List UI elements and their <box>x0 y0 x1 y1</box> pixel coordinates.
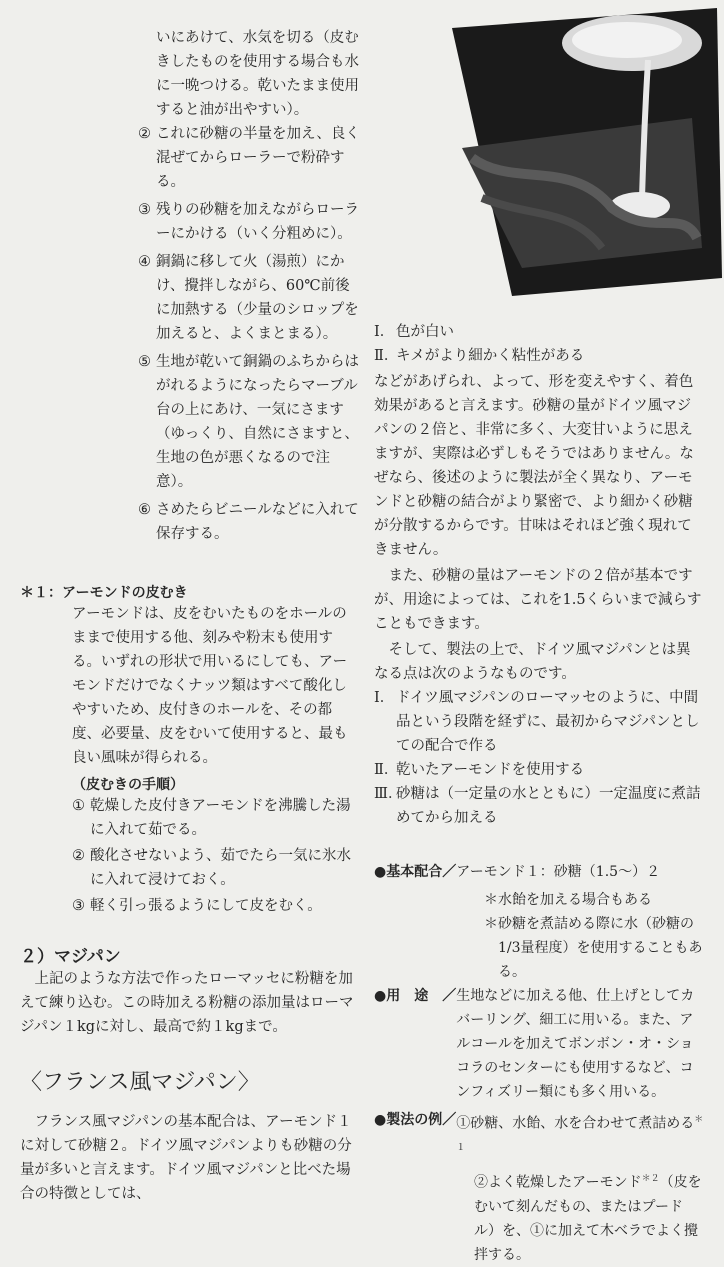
step-item <box>138 250 360 346</box>
right-paragraph-2: また、砂糖の量はアーモンドの２倍が基本ですが、用途によっては、これを1.5くらいまで減らすこともできます。 <box>374 568 702 632</box>
step-item-text: 生地が乾いて銅鍋のふちからはがれるようになったらマーブル台の上にあけ、一気にさます（ゆっくり、自然にさますと、生地の色が悪くなるので注意）。 <box>156 354 359 490</box>
difference-item <box>374 686 704 758</box>
method-label: ●製法の例／ <box>374 1112 457 1128</box>
peeling-step-item-text: 軽く引っ張るようにして皮をむく。 <box>90 898 322 914</box>
differences-list <box>374 686 704 830</box>
difference-item <box>374 782 704 830</box>
left-column <box>20 26 360 1206</box>
feature-item <box>374 344 704 368</box>
difference-item-text: ドイツ風マジパンのローマッセのように、中間品という段階を経ずに、最初からマジパンとしての配合で作る <box>396 690 700 754</box>
peeling-step-item <box>72 794 360 842</box>
right-column <box>374 320 704 1267</box>
section-marzipan-heading: ２）マジパン <box>20 947 121 967</box>
section-marzipan-body: 上記のような方法で作ったローマッセに粉糖を加えて練り込む。この時加える粉糖の添加量はローマジパン１kgに対し、最高で約１kgまで。 <box>20 971 354 1035</box>
method-row <box>374 1108 704 1163</box>
difference-item-number: Ⅰ． <box>374 690 395 706</box>
peeling-step-item <box>72 894 360 918</box>
basic-note-item-text: 砂糖を煮詰める際に水（砂糖の1/3量程度）を使用することもある。 <box>498 916 703 980</box>
step-item-number: ⑤ <box>138 354 151 370</box>
photo-pouring-syrup <box>452 8 722 296</box>
recipe-bullets <box>374 860 704 1267</box>
peeling-step-item-text: 酸化させないよう、茹でたら一気に氷水に入れて浸けておく。 <box>90 848 351 888</box>
step-item <box>138 350 360 494</box>
step-item <box>138 498 360 546</box>
peeling-step-item-number: ① <box>72 798 85 814</box>
feature-item-number: Ⅰ． <box>374 324 395 340</box>
method-step-2-post: （皮をむいて刻んだもの、またはプードル）を、①に加えて木ベラでよく攪拌する。 <box>474 1174 702 1263</box>
method-step-2 <box>374 1167 704 1267</box>
step-item-text: 銅鍋に移して火（湯煎）にかけ、攪拌しながら、60℃前後に加熱する（少量のシロップを加えると、よくまとまる）。 <box>156 254 359 342</box>
feature-item <box>374 320 704 344</box>
step-item <box>138 198 360 246</box>
basic-note-item <box>484 888 704 912</box>
usage-value: 生地などに加える他、仕上げとしてカバーリング、細工に用いる。また、アルコールを加えてボンボン・オ・ショコラのセンターにも使用するなど、コンフィズリー類にも多く用いる。 <box>456 988 695 1100</box>
step-item-number: ④ <box>138 254 151 270</box>
method-step-1-sup: ＊１ <box>456 1115 704 1153</box>
difference-item-text: 砂糖は（一定量の水とともに）一定温度に煮詰めてから加える <box>396 786 701 826</box>
feature-item-text: キメがより細かく粘性がある <box>396 348 585 364</box>
basic-ratio-value: アーモンド１：砂糖（1.5〜）２ <box>456 864 661 880</box>
french-marzipan-body: フランス風マジパンの基本配合は、アーモンド１に対して砂糖２。ドイツ風マジパンよりも砂糖の分量が多いと言えます。ドイツ風マジパンと比べた場合の特徴としては、 <box>20 1114 352 1202</box>
step-item-number: ② <box>138 126 151 142</box>
step-item <box>138 122 360 194</box>
feature-item-number: Ⅱ． <box>374 348 399 364</box>
step-item-text: これに砂糖の半量を加え、良く混ぜてからローラーで粉砕する。 <box>156 126 360 190</box>
peeling-step-item <box>72 844 360 892</box>
step-item-number: ⑥ <box>138 502 151 518</box>
previous-step-text: いにあけて、水気を切る（皮むきしたものを使用する場合も水に一晩つける。乾いたまま使用すると油が出やすい）。 <box>156 30 359 118</box>
peeling-step-item-number: ③ <box>72 898 85 914</box>
usage-label: ●用 途 ／ <box>374 988 457 1004</box>
difference-item <box>374 758 704 782</box>
right-paragraph-1: などがあげられ、よって、形を変えやすく、着色効果があると言えます。砂糖の量がドイツ風マジパンの２倍と、非常に多く、大変甘いように思えますが、実際は必ずしもそうではありません。なぜなら、後述のように製法が全く異なり、アーモンドと砂糖の結合がより緊密で、より細かく砂糖が分散するからです。甘味はそれほど強く現れてきません。 <box>374 374 694 558</box>
peeling-step-item-text: 乾燥した皮付きアーモンドを沸騰した湯に入れて茹でる。 <box>90 798 351 838</box>
steps-list <box>138 122 360 546</box>
peeling-steps-list <box>72 794 360 918</box>
basic-note-item-text: 水飴を加える場合もある <box>498 892 652 908</box>
difference-item-text: 乾いたアーモンドを使用する <box>396 762 585 778</box>
step-item-number: ③ <box>138 202 151 218</box>
step-item-text: 残りの砂糖を加えながらローラーにかける（いく分粗めに）。 <box>156 202 359 242</box>
method-step-2-sup: ＊２ <box>641 1174 660 1185</box>
basic-note-item-number: ＊ <box>484 892 498 908</box>
feature-item-text: 色が白い <box>396 324 454 340</box>
method-step-2-pre: ②よく乾燥したアーモンド <box>474 1174 642 1191</box>
basic-ratio-row <box>374 860 704 884</box>
peeling-step-item-number: ② <box>72 848 85 864</box>
right-paragraph-3: そして、製法の上で、ドイツ風マジパンとは異なる点は次のようなものです。 <box>374 642 691 682</box>
step-item-text: さめたらビニールなどに入れて保存する。 <box>156 502 359 542</box>
basic-ratio-label: ●基本配合／ <box>374 864 457 880</box>
features-list <box>374 320 704 368</box>
method-step-1: ①砂糖、水飴、水を合わせて煮詰める <box>456 1115 695 1132</box>
peeling-steps-heading: （皮むきの手順） <box>72 777 184 793</box>
french-marzipan-heading: 〈フランス風マジパン〉 <box>20 1070 260 1095</box>
basic-note-item <box>484 912 704 984</box>
note1-body: アーモンドは、皮をむいたものをホールのままで使用する他、刻みや粉末も使用する。いずれの形状で用いるにしても、アーモンドだけでなくナッツ類はすべて酸化しやすいため、皮付きのホールを、その都度、必要量、皮をむいて使用すると、最も良い風味が得られる。 <box>72 606 348 766</box>
difference-item-number: Ⅲ． <box>374 786 403 802</box>
difference-item-number: Ⅱ． <box>374 762 399 778</box>
note1-heading: ＊１：アーモンドの皮むき <box>20 585 188 601</box>
usage-row <box>374 984 704 1104</box>
basic-note-item-number: ＊ <box>484 916 498 932</box>
basic-ratio-notes <box>374 888 704 984</box>
